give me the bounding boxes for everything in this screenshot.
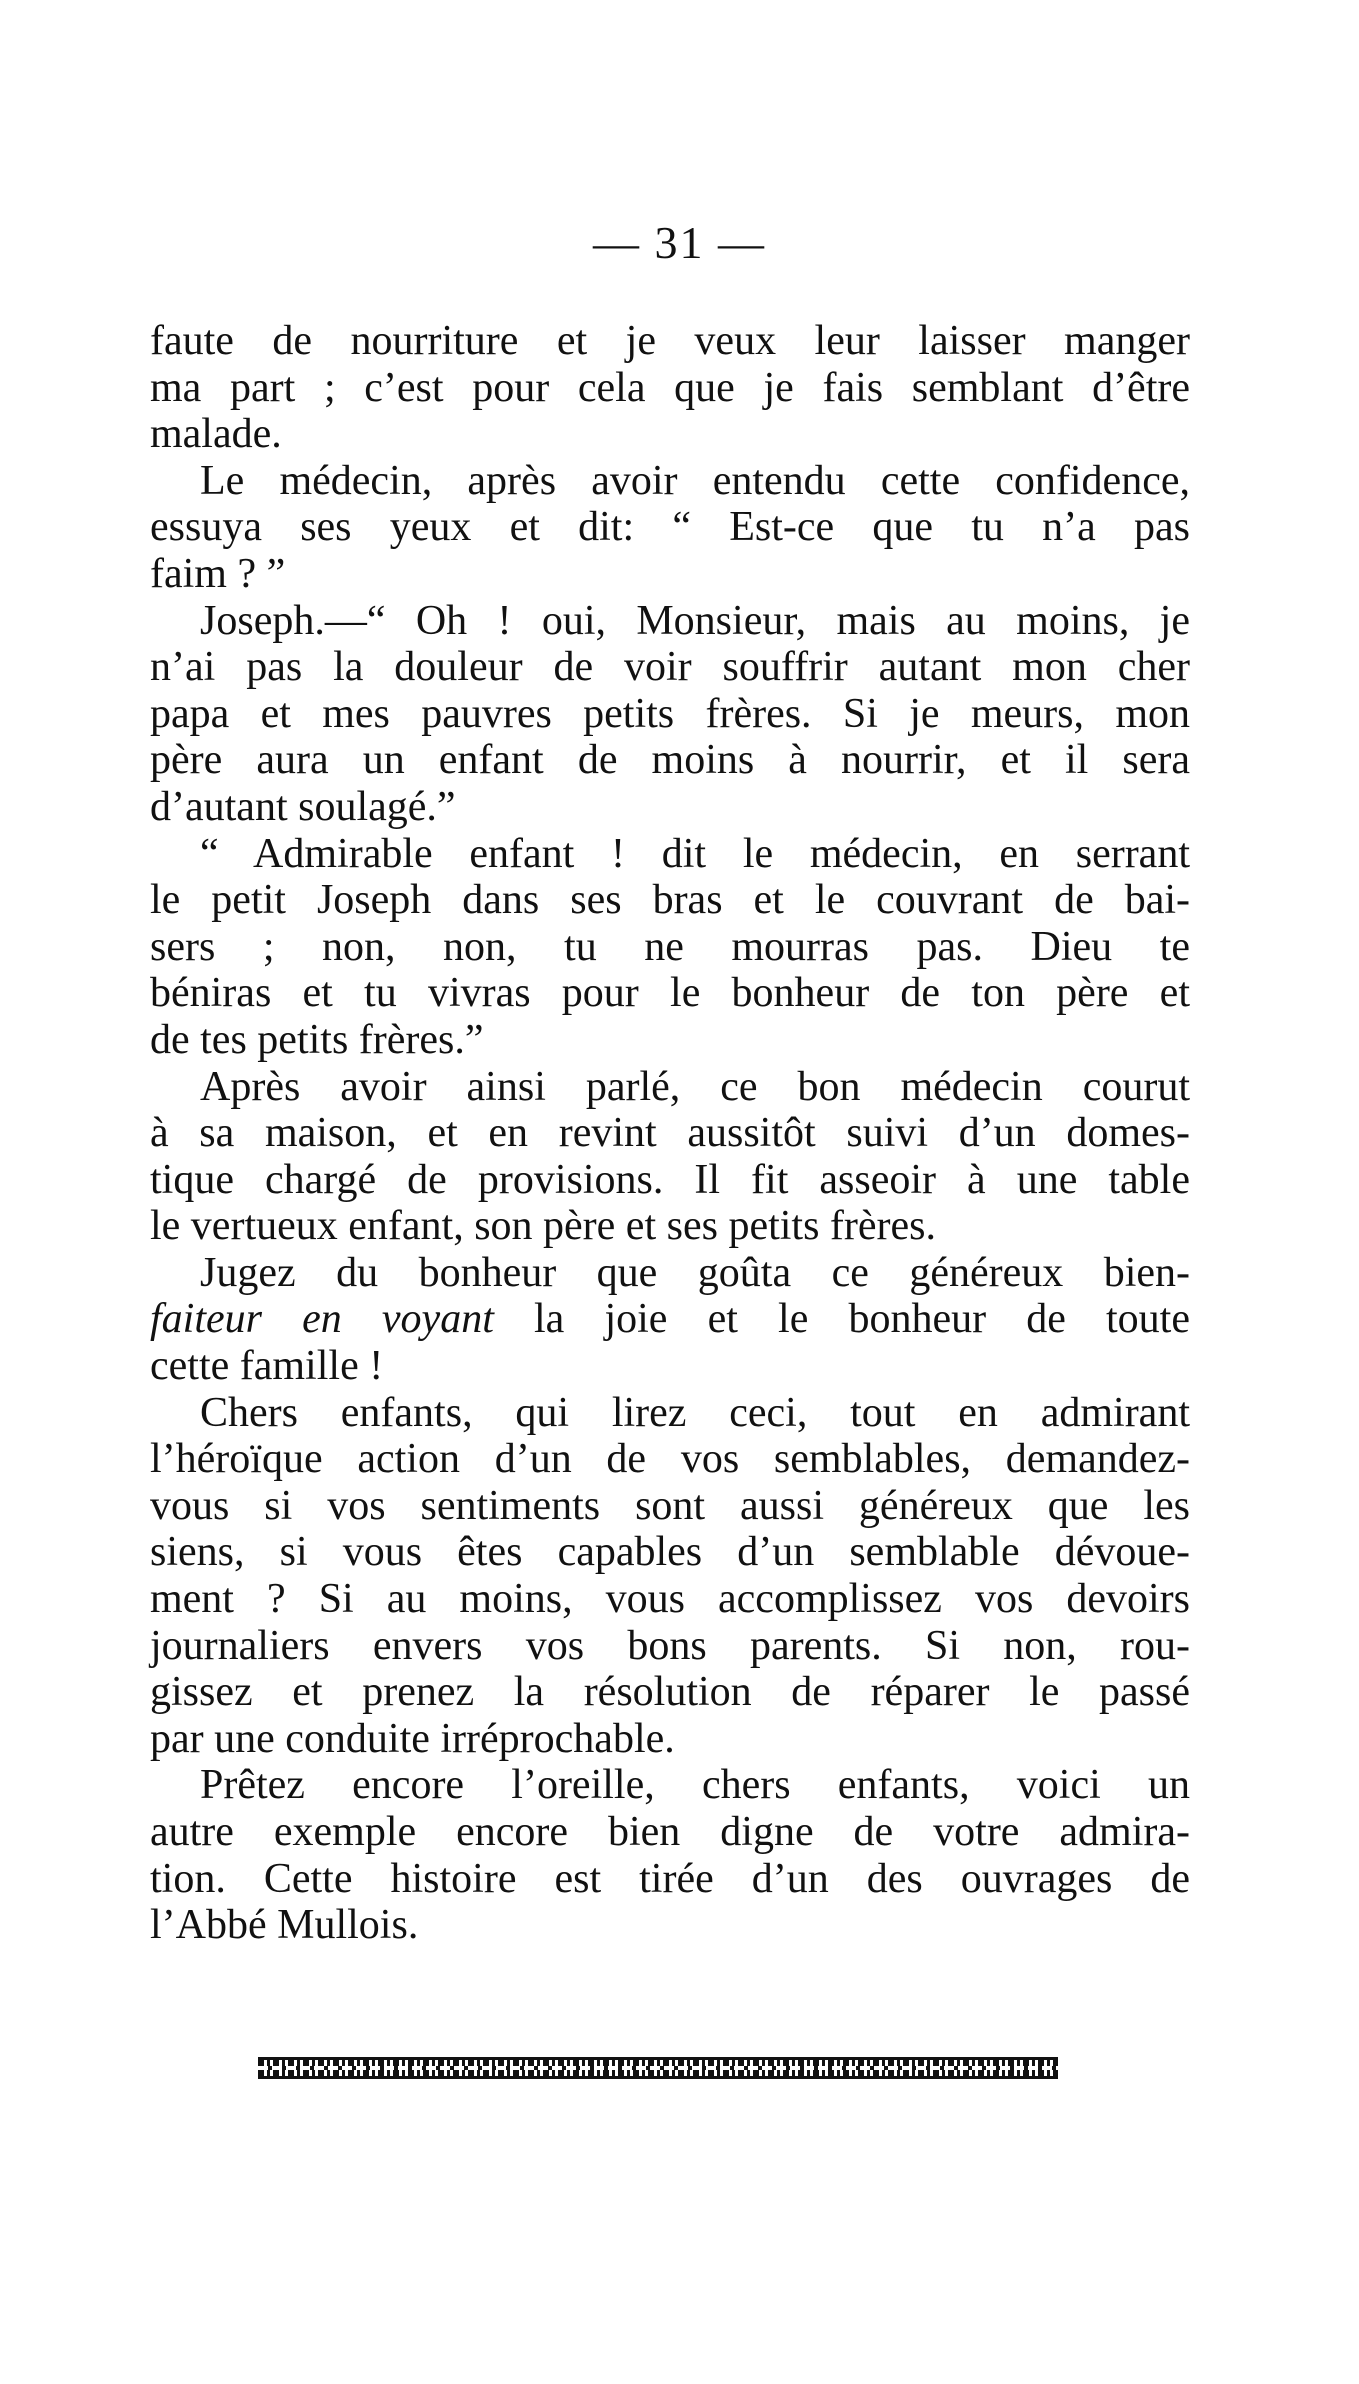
decorative-rule (258, 2057, 1058, 2079)
italic-phrase: faiteur en voyant (150, 1296, 494, 1343)
text-line: béniras et tu vivras pour le bonheur de ton père et (150, 970, 1190, 1017)
text-line: ma part ; c’est pour cela que je fais semblant d’être (150, 364, 1190, 411)
text-line: l’Abbé Mullois. (150, 1902, 419, 1949)
text-line: faiteur en voyant la joie et le bonheur de toute (150, 1296, 1190, 1343)
text-line: tique chargé de provisions. Il fit asseoir à une table (150, 1156, 1190, 1203)
text-line: n’ai pas la douleur de voir souffrir autant mon cher (150, 644, 1190, 691)
text-line: à sa maison, et en revint aussitôt suivi d’un domes- (150, 1110, 1190, 1157)
text-line: tion. Cette histoire est tirée d’un des ouvrages de (150, 1855, 1190, 1902)
text-line: le vertueux enfant, son père et ses petits frères. (150, 1203, 937, 1250)
text-line: sers ; non, non, tu ne mourras pas. Dieu te (150, 923, 1190, 970)
text-line: Prêtez encore l’oreille, chers enfants, voici un (200, 1762, 1190, 1809)
text-line: papa et mes pauvres petits frères. Si je meurs, mon (150, 690, 1190, 737)
text-line: Après avoir ainsi parlé, ce bon médecin courut (200, 1063, 1190, 1110)
text-line: cette famille ! (150, 1343, 384, 1390)
text-line: Jugez du bonheur que goûta ce généreux bien- (200, 1249, 1190, 1296)
text-line: “ Admirable enfant ! dit le médecin, en serrant (200, 830, 1190, 877)
text-line: vous si vos sentiments sont aussi généreux que les (150, 1482, 1190, 1529)
text-line: de tes petits frères.” (150, 1016, 484, 1063)
text-line: d’autant soulagé.” (150, 783, 456, 830)
text-line: autre exemple encore bien digne de votre admira- (150, 1809, 1190, 1855)
text-line: l’héroïque action d’un de vos semblables, demandez- (150, 1436, 1190, 1483)
text-line: ment ? Si au moins, vous accomplissez vos devoirs (150, 1576, 1190, 1623)
page-number: — 31 — (593, 217, 766, 268)
text-line: gissez et prenez la résolution de réparer le passé (150, 1669, 1190, 1716)
text-line: faute de nourriture et je veux leur laisser manger (150, 318, 1190, 364)
text-line: siens, si vous êtes capables d’un semblable dévoue- (150, 1529, 1190, 1576)
text-line: Chers enfants, qui lirez ceci, tout en admirant (200, 1389, 1190, 1436)
text-line: père aura un enfant de moins à nourrir, et il sera (150, 737, 1190, 784)
text-line: le petit Joseph dans ses bras et le couvrant de bai- (150, 877, 1190, 924)
decorative-rule-pattern (258, 2066, 1058, 2070)
text-line: Le médecin, après avoir entendu cette confidence, (200, 457, 1190, 504)
text-line: par une conduite irréprochable. (150, 1715, 675, 1762)
text-line: malade. (150, 411, 282, 458)
text-line: essuya ses yeux et dit: “ Est-ce que tu n’a pas (150, 504, 1190, 551)
text-line: faim ? ” (150, 550, 286, 597)
text-line: journaliers envers vos bons parents. Si non, rou- (150, 1622, 1190, 1669)
text-line: Joseph.—“ Oh ! oui, Monsieur, mais au moins, je (200, 597, 1190, 644)
body-text (150, 318, 1190, 1949)
